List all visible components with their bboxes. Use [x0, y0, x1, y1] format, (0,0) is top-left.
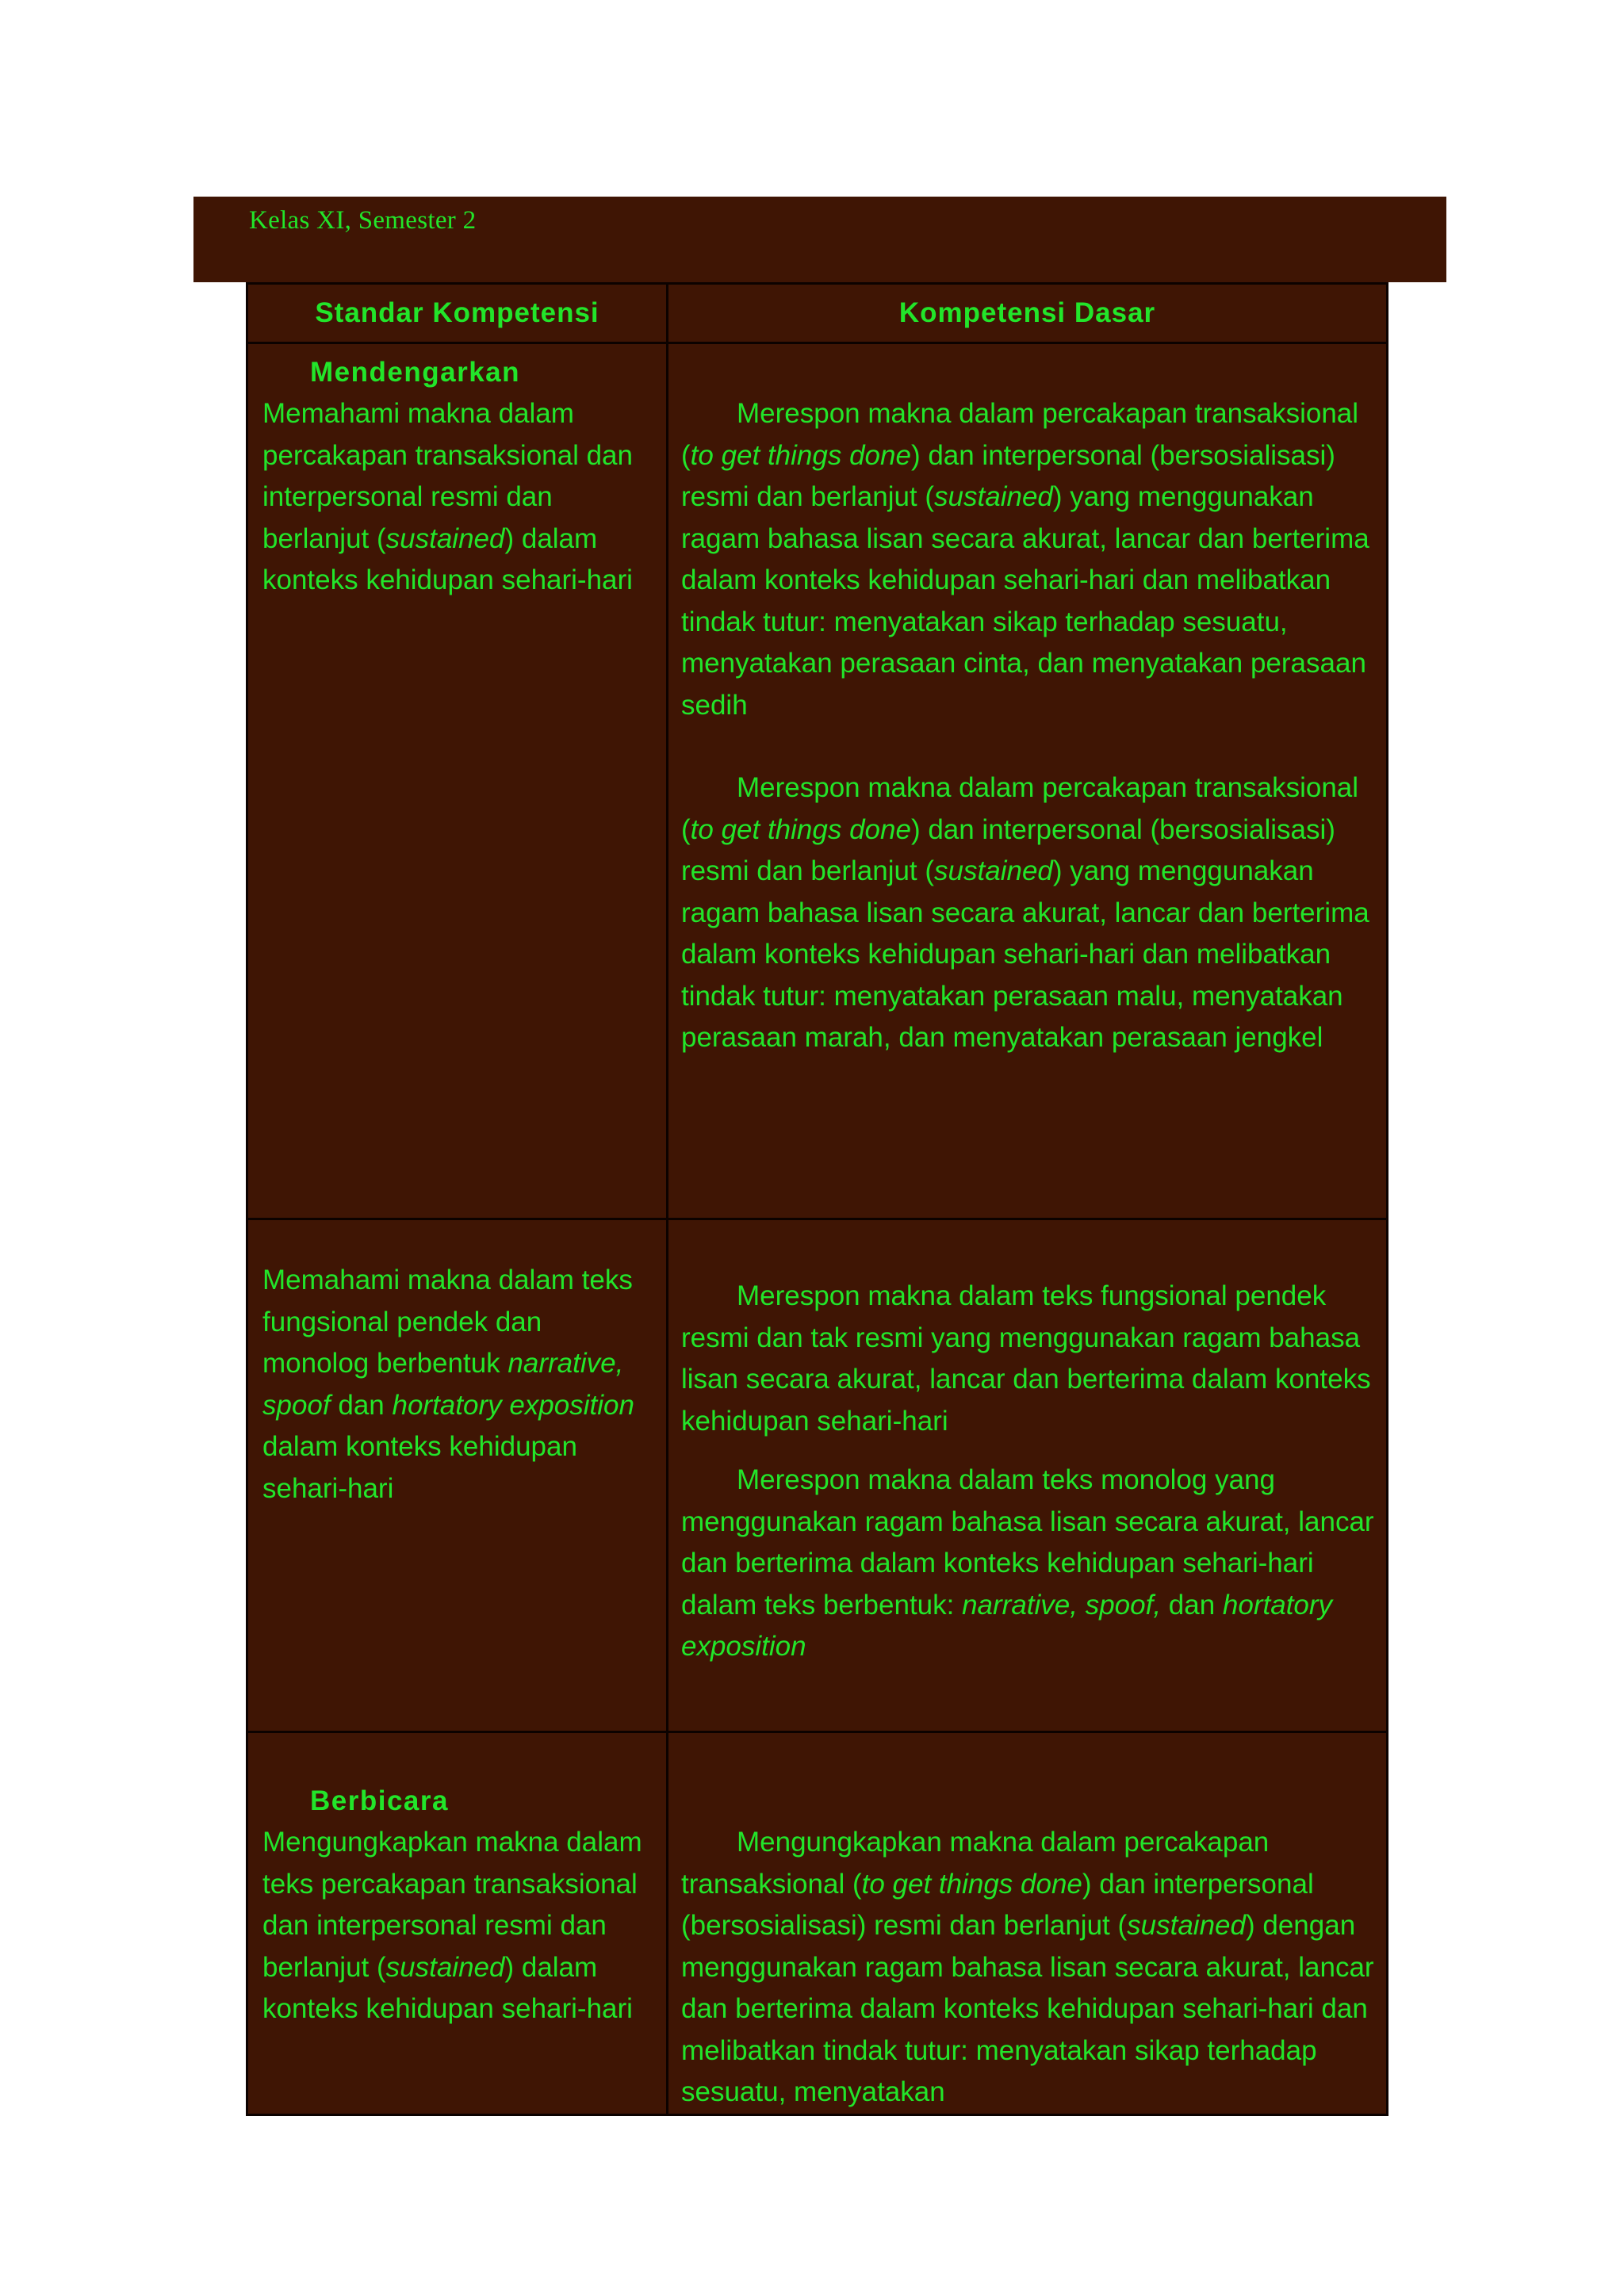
standar-kompetensi-cell: [247, 343, 668, 1219]
standar-kompetensi-text: Memahami makna dalam teks fungsional pendek dan monolog berbentuk narrative, spoof dan hortatory exposition dalam konteks kehidupan sehari-hari: [262, 1265, 634, 1504]
kompetensi-dasar-item: Merespon makna dalam teks fungsional pendek resmi dan tak resmi yang menggunakan ragam bahasa lisan secara akurat, lancar dan berterima dalam konteks kehidupan sehari-hari: [681, 1280, 1371, 1437]
section-heading-mendengarkan: Mendengarkan: [310, 357, 520, 388]
kompetensi-dasar-item: Merespon makna dalam percakapan transaksional (to get things done) dan interpersonal (bersosialisasi) resmi dan berlanjut (sustained) yang menggunakan ragam bahasa lisan secara akurat, lancar dan berterima dalam konteks kehidupan sehari-hari dan melibatkan tindak tutur: menyatakan perasaan malu, menyatakan perasaan marah, dan menyatakan perasaan jengkel: [681, 772, 1369, 1053]
kompetensi-dasar-cell: [668, 1219, 1388, 1732]
column-header-standar-kompetensi: Standar Kompetensi: [247, 284, 668, 343]
table-row: [247, 1732, 1388, 2115]
standar-kompetensi-text: Memahami makna dalam percakapan transaksional dan interpersonal resmi dan berlanjut (sustained) dalam konteks kehidupan sehari-hari: [262, 398, 633, 595]
kompetensi-dasar-item: Merespon makna dalam teks monolog yang menggunakan ragam bahasa lisan secara akurat, lancar dan berterima dalam konteks kehidupan sehari-hari dalam teks berbentuk: narrative, spoof, dan hortatory exposition: [681, 1464, 1374, 1662]
kompetensi-dasar-item: Mengungkapkan makna dalam percakapan transaksional (to get things done) dan interpersonal (bersosialisasi) resmi dan berlanjut (sustained) dengan menggunakan ragam bahasa lisan secara akurat, lancar dan berterima dalam konteks kehidupan sehari-hari dan melibatkan tindak tutur: menyatakan sikap terhadap sesuatu, menyatakan: [681, 1827, 1374, 2107]
section-heading-berbicara: Berbicara: [310, 1785, 449, 1816]
standar-kompetensi-cell: [247, 1732, 668, 2115]
standar-kompetensi-cell: [247, 1219, 668, 1732]
table-header-row: [247, 284, 1388, 343]
page-header: [193, 197, 1446, 282]
table-row: [247, 343, 1388, 1219]
column-header-kompetensi-dasar: Kompetensi Dasar: [668, 284, 1388, 343]
kompetensi-dasar-cell: [668, 1732, 1388, 2115]
kompetensi-dasar-cell: [668, 343, 1388, 1219]
standar-kompetensi-text: Mengungkapkan makna dalam teks percakapan transaksional dan interpersonal resmi dan berlanjut (sustained) dalam konteks kehidupan sehari-hari: [262, 1827, 642, 2024]
kompetensi-dasar-item: Merespon makna dalam percakapan transaksional (to get things done) dan interpersonal (bersosialisasi) resmi dan berlanjut (sustained) yang menggunakan ragam bahasa lisan secara akurat, lancar dan berterima dalam konteks kehidupan sehari-hari dan melibatkan tindak tutur: menyatakan sikap terhadap sesuatu, menyatakan perasaan cinta, dan menyatakan perasaan sedih: [681, 398, 1369, 721]
table-row: [247, 1219, 1388, 1732]
competency-table: [246, 282, 1388, 2116]
class-semester-title: Kelas XI, Semester 2: [249, 206, 477, 235]
